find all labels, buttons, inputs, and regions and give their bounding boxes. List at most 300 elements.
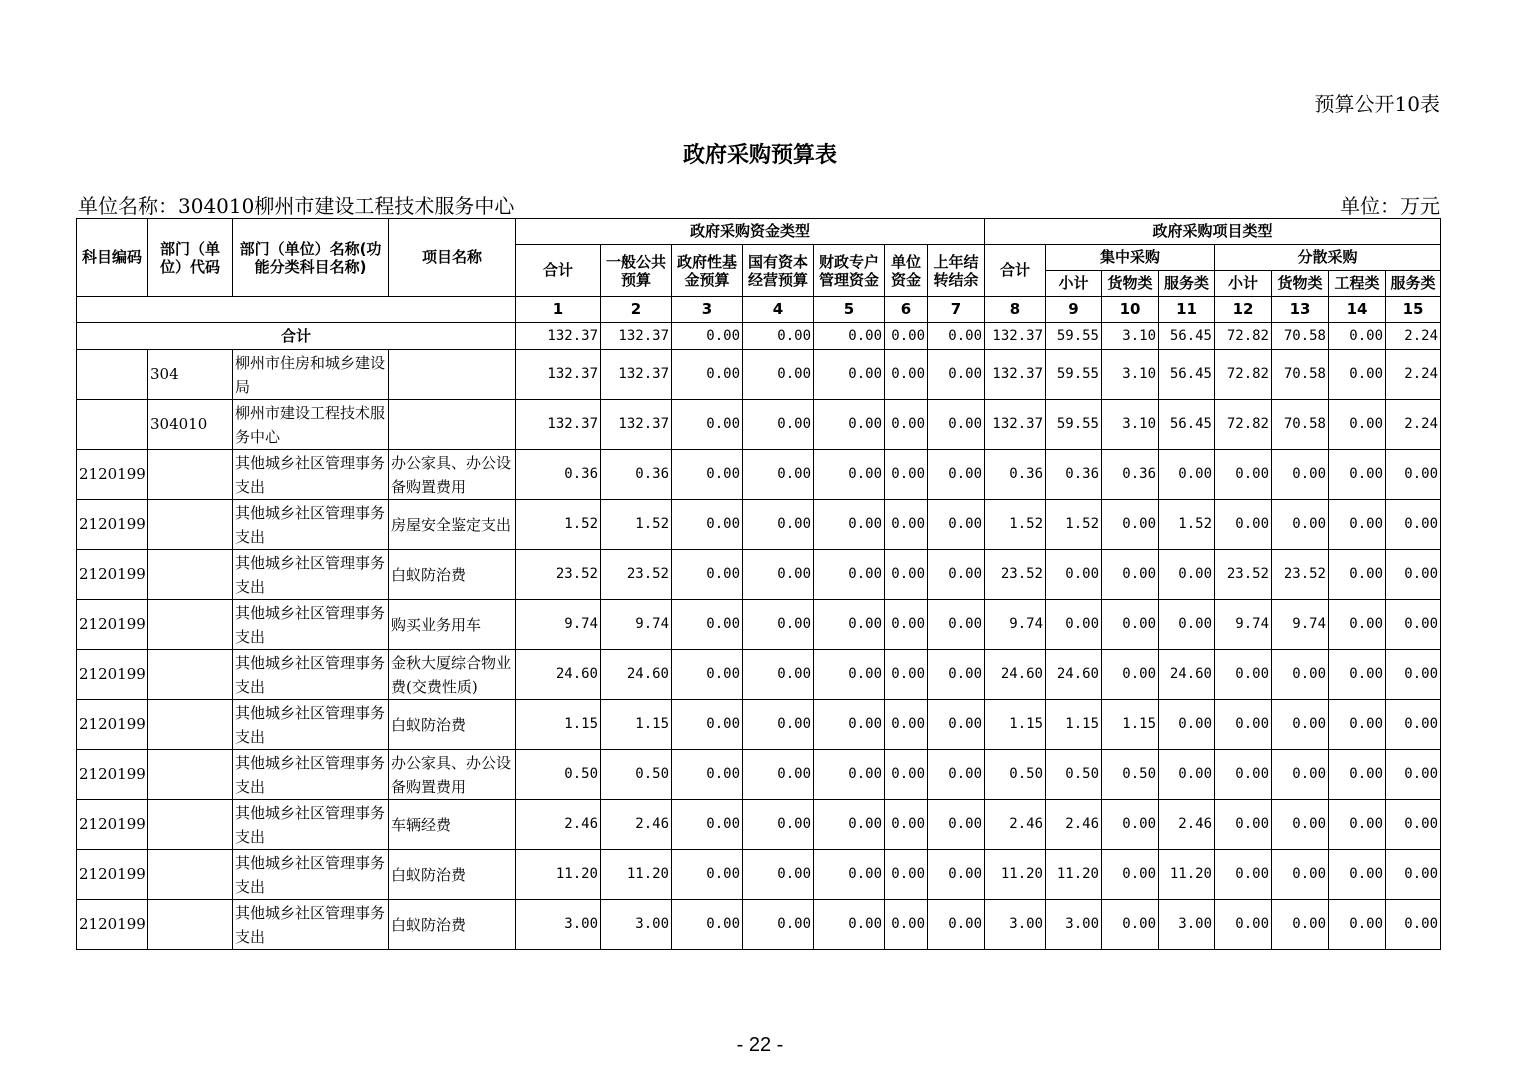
dept-name-cell: 其他城乡社区管理事务支出	[233, 600, 389, 650]
value-cell: 0.00	[928, 500, 985, 550]
item-name-cell: 白蚁防治费	[389, 700, 516, 750]
value-cell: 59.55	[1046, 350, 1102, 400]
subject-code-cell: 2120199	[77, 850, 148, 900]
value-cell: 3.00	[1046, 900, 1102, 950]
table-row	[77, 450, 1441, 500]
item-name-cell: 购买业务用车	[389, 600, 516, 650]
table-row	[77, 750, 1441, 800]
value-cell: 0.36	[1102, 450, 1159, 500]
value-cell: 1.15	[1102, 700, 1159, 750]
value-cell: 0.00	[1102, 850, 1159, 900]
value-cell: 0.50	[601, 750, 672, 800]
subject-code-cell: 2120199	[77, 550, 148, 600]
total-row	[77, 323, 1441, 350]
value-cell: 3.00	[985, 900, 1046, 950]
dept-name-cell: 其他城乡社区管理事务支出	[233, 500, 389, 550]
subject-code-cell: 2120199	[77, 500, 148, 550]
value-cell: 0.00	[1272, 700, 1329, 750]
table-row	[77, 350, 1441, 400]
header-general-budget: 一般公共预算	[601, 245, 672, 297]
value-cell: 0.00	[1046, 550, 1102, 600]
value-cell: 0.00	[672, 400, 743, 450]
value-cell: 0.00	[928, 650, 985, 700]
dept-name-cell: 其他城乡社区管理事务支出	[233, 650, 389, 700]
value-cell: 2.46	[1046, 800, 1102, 850]
value-cell: 0.00	[814, 600, 885, 650]
total-value: 59.55	[1046, 323, 1102, 350]
value-cell: 0.00	[1102, 800, 1159, 850]
value-cell: 0.00	[885, 450, 928, 500]
dept-name-cell: 其他城乡社区管理事务支出	[233, 450, 389, 500]
value-cell: 0.00	[743, 700, 814, 750]
total-label: 合计	[77, 323, 516, 350]
column-number: 5	[814, 297, 885, 323]
dept-name-cell: 其他城乡社区管理事务支出	[233, 800, 389, 850]
dept-code-cell	[148, 550, 233, 600]
column-number: 4	[743, 297, 814, 323]
column-number: 7	[928, 297, 985, 323]
header-dept-name: 部门（单位）名称(功能分类科目名称)	[233, 219, 389, 297]
dept-code-cell	[148, 700, 233, 750]
value-cell: 0.00	[1215, 800, 1272, 850]
header-central-goods: 货物类	[1102, 271, 1159, 297]
value-cell: 0.00	[885, 500, 928, 550]
value-cell: 132.37	[516, 400, 601, 450]
item-name-cell: 白蚁防治费	[389, 850, 516, 900]
column-number: 11	[1159, 297, 1215, 323]
subject-code-cell: 2120199	[77, 650, 148, 700]
header-fund-type: 政府采购资金类型	[516, 219, 985, 245]
value-cell: 0.00	[672, 750, 743, 800]
value-cell: 0.00	[814, 550, 885, 600]
subject-code-cell	[77, 400, 148, 450]
value-cell: 132.37	[601, 350, 672, 400]
dept-code-cell	[148, 450, 233, 500]
value-cell: 0.00	[885, 900, 928, 950]
dept-code-cell	[148, 750, 233, 800]
value-cell: 72.82	[1215, 350, 1272, 400]
value-cell: 0.00	[1329, 500, 1386, 550]
value-cell: 0.00	[1272, 650, 1329, 700]
value-cell: 9.74	[601, 600, 672, 650]
dept-name-cell: 其他城乡社区管理事务支出	[233, 550, 389, 600]
value-cell: 2.46	[1159, 800, 1215, 850]
subject-code-cell: 2120199	[77, 750, 148, 800]
value-cell: 0.00	[743, 450, 814, 500]
value-cell: 0.00	[1386, 850, 1441, 900]
value-cell: 0.00	[743, 750, 814, 800]
column-number: 15	[1386, 297, 1441, 323]
value-cell: 0.00	[1329, 400, 1386, 450]
value-cell: 56.45	[1159, 350, 1215, 400]
value-cell: 0.00	[928, 550, 985, 600]
value-cell: 0.00	[928, 400, 985, 450]
value-cell: 0.50	[985, 750, 1046, 800]
column-number: 3	[672, 297, 743, 323]
table-row	[77, 650, 1441, 700]
value-cell: 0.00	[1215, 450, 1272, 500]
item-name-cell	[389, 350, 516, 400]
value-cell: 2.46	[601, 800, 672, 850]
header-central-service: 服务类	[1159, 271, 1215, 297]
value-cell: 0.00	[814, 900, 885, 950]
value-cell: 23.52	[516, 550, 601, 600]
dept-code-cell	[148, 650, 233, 700]
value-cell: 11.20	[1159, 850, 1215, 900]
total-value: 132.37	[985, 323, 1046, 350]
table-row	[77, 900, 1441, 950]
value-cell: 0.00	[1329, 450, 1386, 500]
value-cell: 0.36	[985, 450, 1046, 500]
value-cell: 0.00	[814, 350, 885, 400]
header-carryover: 上年结转结余	[928, 245, 985, 297]
subject-code-cell: 2120199	[77, 450, 148, 500]
header-fund-total: 合计	[516, 245, 601, 297]
column-number: 6	[885, 297, 928, 323]
value-cell: 1.52	[1159, 500, 1215, 550]
unit-name: 单位名称：304010柳州市建设工程技术服务中心	[78, 194, 515, 218]
item-name-cell: 金秋大厦综合物业费(交费性质)	[389, 650, 516, 700]
value-cell: 11.20	[985, 850, 1046, 900]
value-cell: 0.00	[1102, 500, 1159, 550]
value-cell: 0.00	[743, 900, 814, 950]
value-cell: 0.00	[814, 500, 885, 550]
value-cell: 0.00	[928, 350, 985, 400]
value-cell: 0.00	[1215, 700, 1272, 750]
table-row	[77, 850, 1441, 900]
value-cell: 0.00	[814, 700, 885, 750]
table-row	[77, 550, 1441, 600]
value-cell: 0.00	[1329, 350, 1386, 400]
value-cell: 0.00	[1386, 900, 1441, 950]
value-cell: 1.15	[601, 700, 672, 750]
item-name-cell	[389, 400, 516, 450]
header-special-fund: 财政专户管理资金	[814, 245, 885, 297]
value-cell: 0.00	[1046, 600, 1102, 650]
column-number: 8	[985, 297, 1046, 323]
header-project-total: 合计	[985, 245, 1046, 297]
value-cell: 0.00	[885, 700, 928, 750]
dept-code-cell	[148, 600, 233, 650]
value-cell: 9.74	[1272, 600, 1329, 650]
value-cell: 0.00	[814, 800, 885, 850]
header-central-procurement: 集中采购	[1046, 245, 1215, 271]
value-cell: 70.58	[1272, 400, 1329, 450]
value-cell: 0.00	[1159, 700, 1215, 750]
item-name-cell: 房屋安全鉴定支出	[389, 500, 516, 550]
value-cell: 3.00	[516, 900, 601, 950]
subject-code-cell: 2120199	[77, 600, 148, 650]
total-value: 132.37	[516, 323, 601, 350]
header-dispersed-engineering: 工程类	[1329, 271, 1386, 297]
value-cell: 72.82	[1215, 400, 1272, 450]
dept-name-cell: 其他城乡社区管理事务支出	[233, 750, 389, 800]
value-cell: 0.00	[672, 700, 743, 750]
total-value: 0.00	[1329, 323, 1386, 350]
value-cell: 0.00	[885, 350, 928, 400]
value-cell: 24.60	[1046, 650, 1102, 700]
value-cell: 0.00	[928, 700, 985, 750]
value-cell: 0.00	[743, 400, 814, 450]
dept-name-cell: 其他城乡社区管理事务支出	[233, 850, 389, 900]
value-cell: 0.50	[1046, 750, 1102, 800]
value-cell: 0.00	[743, 500, 814, 550]
value-cell: 1.15	[1046, 700, 1102, 750]
number-row-blank	[77, 297, 516, 323]
value-cell: 0.36	[516, 450, 601, 500]
item-name-cell: 白蚁防治费	[389, 900, 516, 950]
dept-code-cell	[148, 900, 233, 950]
value-cell: 0.00	[672, 500, 743, 550]
table-row	[77, 700, 1441, 750]
value-cell: 0.00	[1386, 550, 1441, 600]
value-cell: 132.37	[985, 400, 1046, 450]
value-cell: 1.15	[516, 700, 601, 750]
value-cell: 0.00	[1215, 500, 1272, 550]
value-cell: 0.00	[1386, 700, 1441, 750]
value-cell: 0.00	[743, 350, 814, 400]
total-value: 72.82	[1215, 323, 1272, 350]
header-dept-code: 部门（单位）代码	[148, 219, 233, 297]
header-project-type: 政府采购项目类型	[985, 219, 1441, 245]
value-cell: 0.00	[885, 800, 928, 850]
value-cell: 132.37	[601, 400, 672, 450]
value-cell: 0.00	[1102, 650, 1159, 700]
value-cell: 11.20	[516, 850, 601, 900]
total-value: 0.00	[814, 323, 885, 350]
dept-code-cell	[148, 800, 233, 850]
dept-code-cell: 304	[148, 350, 233, 400]
value-cell: 0.00	[1386, 750, 1441, 800]
header-dispersed-service: 服务类	[1386, 271, 1441, 297]
value-cell: 24.60	[516, 650, 601, 700]
value-cell: 0.00	[1272, 500, 1329, 550]
value-cell: 0.00	[1329, 600, 1386, 650]
value-cell: 2.46	[985, 800, 1046, 850]
page-number: - 22 -	[736, 1034, 784, 1056]
value-cell: 2.24	[1386, 350, 1441, 400]
value-cell: 0.00	[1386, 500, 1441, 550]
value-cell: 56.45	[1159, 400, 1215, 450]
value-cell: 0.00	[1329, 800, 1386, 850]
total-value: 2.24	[1386, 323, 1441, 350]
column-number: 10	[1102, 297, 1159, 323]
value-cell: 0.00	[672, 600, 743, 650]
value-cell: 0.00	[1386, 650, 1441, 700]
value-cell: 0.00	[743, 800, 814, 850]
value-cell: 0.00	[1215, 850, 1272, 900]
value-cell: 0.00	[672, 850, 743, 900]
value-cell: 0.00	[1386, 600, 1441, 650]
value-cell: 0.00	[743, 650, 814, 700]
dept-name-cell: 柳州市建设工程技术服务中心	[233, 400, 389, 450]
value-cell: 1.52	[985, 500, 1046, 550]
value-cell: 1.52	[516, 500, 601, 550]
value-cell: 23.52	[1215, 550, 1272, 600]
value-cell: 0.00	[1329, 650, 1386, 700]
value-cell: 24.60	[985, 650, 1046, 700]
dept-code-cell: 304010	[148, 400, 233, 450]
total-value: 56.45	[1159, 323, 1215, 350]
value-cell: 0.00	[1159, 450, 1215, 500]
value-cell: 0.00	[1272, 750, 1329, 800]
value-cell: 0.00	[1272, 450, 1329, 500]
value-cell: 0.00	[814, 650, 885, 700]
value-cell: 0.00	[814, 850, 885, 900]
table-row	[77, 500, 1441, 550]
value-cell: 0.00	[928, 800, 985, 850]
value-cell: 0.00	[885, 400, 928, 450]
dept-name-cell: 其他城乡社区管理事务支出	[233, 900, 389, 950]
value-cell: 0.00	[1386, 450, 1441, 500]
value-cell: 0.00	[885, 750, 928, 800]
value-cell: 0.00	[672, 900, 743, 950]
header-state-capital: 国有资本经营预算	[743, 245, 814, 297]
value-cell: 0.00	[928, 600, 985, 650]
value-cell: 2.24	[1386, 400, 1441, 450]
value-cell: 0.00	[743, 850, 814, 900]
dept-code-cell	[148, 500, 233, 550]
total-value: 0.00	[743, 323, 814, 350]
value-cell: 0.00	[1386, 800, 1441, 850]
value-cell: 3.10	[1102, 350, 1159, 400]
value-cell: 23.52	[601, 550, 672, 600]
value-cell: 0.00	[1272, 850, 1329, 900]
value-cell: 0.00	[1272, 800, 1329, 850]
value-cell: 0.36	[601, 450, 672, 500]
dept-name-cell: 其他城乡社区管理事务支出	[233, 700, 389, 750]
value-cell: 0.00	[814, 450, 885, 500]
header-dispersed-procurement: 分散采购	[1215, 245, 1441, 271]
total-value: 3.10	[1102, 323, 1159, 350]
value-cell: 0.00	[1159, 750, 1215, 800]
value-cell: 0.00	[672, 550, 743, 600]
item-name-cell: 办公家具、办公设备购置费用	[389, 750, 516, 800]
value-cell: 0.36	[1046, 450, 1102, 500]
header-gov-fund: 政府性基金预算	[672, 245, 743, 297]
value-cell: 23.52	[1272, 550, 1329, 600]
value-cell: 24.60	[601, 650, 672, 700]
value-cell: 0.00	[672, 450, 743, 500]
value-cell: 0.00	[814, 400, 885, 450]
value-cell: 9.74	[516, 600, 601, 650]
page-title: 政府采购预算表	[682, 143, 837, 168]
total-value: 132.37	[601, 323, 672, 350]
header-dispersed-subtotal: 小计	[1215, 271, 1272, 297]
column-number: 2	[601, 297, 672, 323]
value-cell: 132.37	[516, 350, 601, 400]
value-cell: 3.00	[1159, 900, 1215, 950]
procurement-budget-table	[76, 218, 1441, 950]
table-row	[77, 800, 1441, 850]
column-number-row	[77, 297, 1441, 323]
value-cell: 0.00	[1329, 550, 1386, 600]
value-cell: 0.00	[928, 850, 985, 900]
table-row	[77, 400, 1441, 450]
header-subject-code: 科目编码	[77, 219, 148, 297]
value-cell: 0.00	[1272, 900, 1329, 950]
value-cell: 0.00	[928, 450, 985, 500]
value-cell: 0.00	[1159, 550, 1215, 600]
value-cell: 9.74	[1215, 600, 1272, 650]
value-cell: 3.10	[1102, 400, 1159, 450]
value-cell: 0.00	[885, 850, 928, 900]
column-number: 1	[516, 297, 601, 323]
value-cell: 0.00	[1329, 850, 1386, 900]
subject-code-cell: 2120199	[77, 900, 148, 950]
column-number: 12	[1215, 297, 1272, 323]
value-cell: 0.00	[814, 750, 885, 800]
value-cell: 0.50	[516, 750, 601, 800]
value-cell: 0.00	[1215, 900, 1272, 950]
value-cell: 59.55	[1046, 400, 1102, 450]
value-cell: 2.46	[516, 800, 601, 850]
header-dispersed-goods: 货物类	[1272, 271, 1329, 297]
value-cell: 0.00	[1215, 750, 1272, 800]
value-cell: 0.00	[1329, 700, 1386, 750]
value-cell: 0.00	[672, 350, 743, 400]
column-number: 9	[1046, 297, 1102, 323]
currency-unit: 单位：万元	[1340, 194, 1440, 218]
value-cell: 0.00	[1215, 650, 1272, 700]
value-cell: 1.15	[985, 700, 1046, 750]
value-cell: 0.00	[928, 900, 985, 950]
value-cell: 0.00	[885, 600, 928, 650]
subject-code-cell	[77, 350, 148, 400]
value-cell: 132.37	[985, 350, 1046, 400]
value-cell: 0.00	[1329, 900, 1386, 950]
item-name-cell: 办公家具、办公设备购置费用	[389, 450, 516, 500]
item-name-cell: 白蚁防治费	[389, 550, 516, 600]
value-cell: 0.00	[885, 650, 928, 700]
form-number: 预算公开10表	[1314, 92, 1440, 116]
total-value: 70.58	[1272, 323, 1329, 350]
column-number: 14	[1329, 297, 1386, 323]
value-cell: 0.00	[672, 800, 743, 850]
subject-code-cell: 2120199	[77, 700, 148, 750]
table-row	[77, 600, 1441, 650]
value-cell: 24.60	[1159, 650, 1215, 700]
dept-name-cell: 柳州市住房和城乡建设局	[233, 350, 389, 400]
total-value: 0.00	[928, 323, 985, 350]
item-name-cell: 车辆经费	[389, 800, 516, 850]
header-central-subtotal: 小计	[1046, 271, 1102, 297]
value-cell: 0.00	[1102, 900, 1159, 950]
value-cell: 0.00	[1102, 550, 1159, 600]
value-cell: 0.00	[672, 650, 743, 700]
header-item-name: 项目名称	[389, 219, 516, 297]
total-value: 0.00	[885, 323, 928, 350]
dept-code-cell	[148, 850, 233, 900]
total-value: 0.00	[672, 323, 743, 350]
value-cell: 0.00	[1329, 750, 1386, 800]
value-cell: 0.00	[885, 550, 928, 600]
value-cell: 3.00	[601, 900, 672, 950]
value-cell: 1.52	[1046, 500, 1102, 550]
value-cell: 0.00	[743, 600, 814, 650]
column-number: 13	[1272, 297, 1329, 323]
value-cell: 11.20	[1046, 850, 1102, 900]
value-cell: 0.50	[1102, 750, 1159, 800]
subject-code-cell: 2120199	[77, 800, 148, 850]
header-unit-fund: 单位资金	[885, 245, 928, 297]
value-cell: 70.58	[1272, 350, 1329, 400]
value-cell: 11.20	[601, 850, 672, 900]
value-cell: 1.52	[601, 500, 672, 550]
value-cell: 23.52	[985, 550, 1046, 600]
value-cell: 0.00	[928, 750, 985, 800]
value-cell: 0.00	[1102, 600, 1159, 650]
